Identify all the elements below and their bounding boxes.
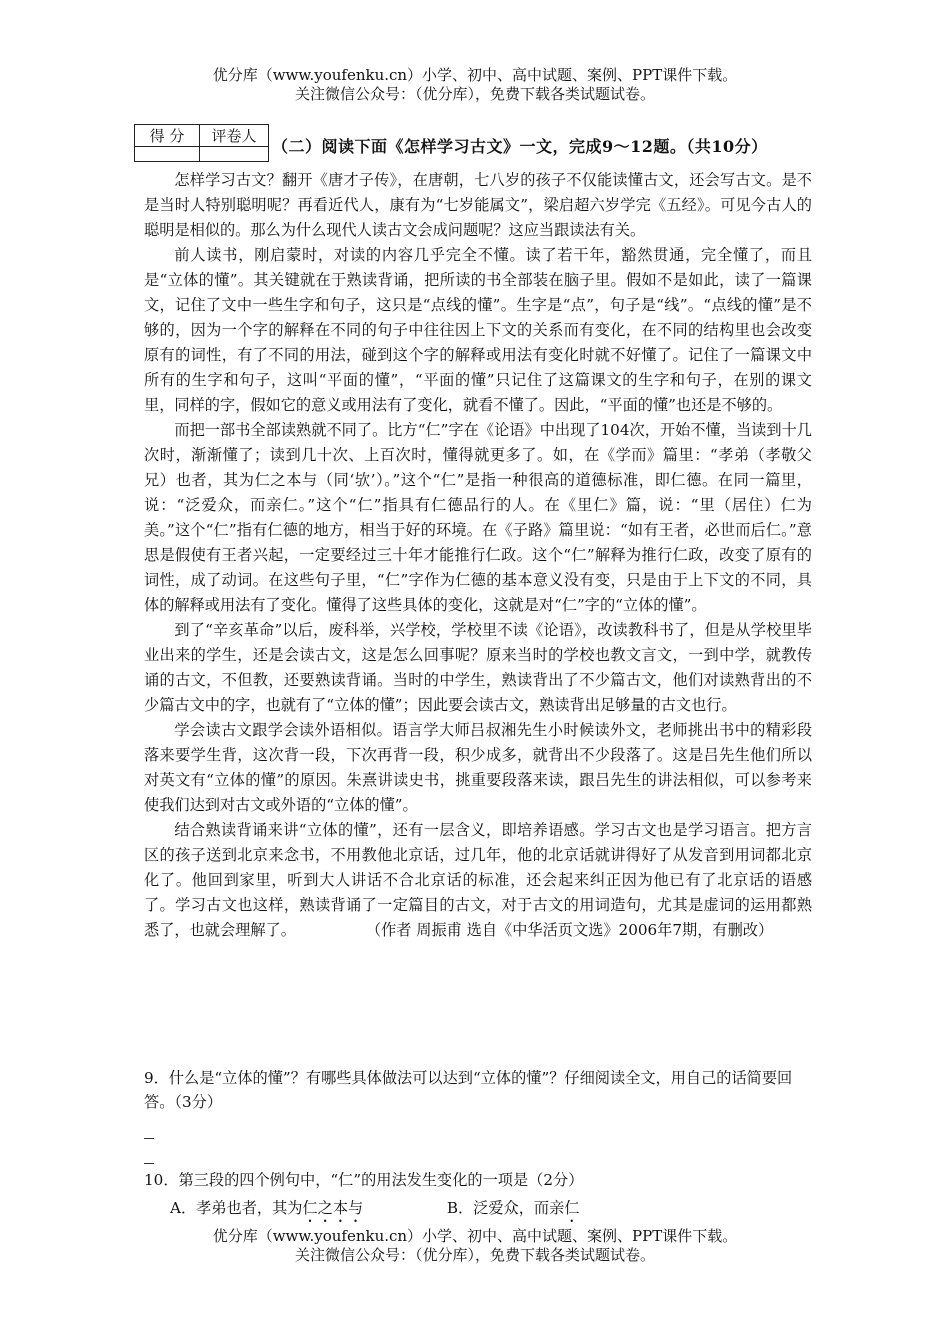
article-byline: （作者 周振甫 选自《中华活页文选》2006年7期，有删改） <box>365 921 774 939</box>
score-table <box>134 124 269 162</box>
article-paragraph-3: 而把一部书全部读熟就不同了。比方“仁”字在《论语》中出现了104次，开始不懂，当读到十几次时，渐渐懂了；读到几十次、上百次时，懂得就更多了。如，在《学而》篇里：“孝弟（孝敬父兄）也者，其为仁之本与（同‘欤’）。”这个“仁”是指一种很高的道德标准，即仁德。在同一篇里，说：“泛爱众，而亲仁。”这个“仁”指具有仁德品行的人。在《里仁》篇，说：“里（居住）仁为美。”这个“仁”指有仁德的地方，相当于好的环境。在《子路》篇里说：“如有王者，必世而后仁。”意思是假使有王者兴起，一定要经过三十年才能推行仁政。这个“仁”解释为推行仁政，改变了原有的词性，成了动词。在这些句子里，“仁”字作为仁德的基本意义没有变，只是由于上下文的不同，具体的解释或用法有了变化。懂得了这些具体的变化，这就是对“仁”字的“立体的懂”。 <box>144 421 812 614</box>
article-paragraph-2: 前人读书，刚启蒙时，对读的内容几乎完全不懂。读了若干年，豁然贯通，完全懂了，而且是“立体的懂”。其关键就在于熟读背诵，把所读的书全部装在脑子里。假如不是如此，读了一篇课文，记住了文中一些生字和句子，这只是“点线的懂”。生字是“点”，句子是“线”。“点线的懂”是不够的，因为一个字的解释在不同的句子中往往因上下文的关系而有变化，在不同的结构里也会改变原有的词性，有了不同的用法，碰到这个字的解释或用法有变化时就不好懂了。记住了一篇课文中所有的生字和句子，这叫“平面的懂”，“平面的懂”只记住了这篇课文的生字和句子，在别的课文里，同样的字，假如它的意义或用法有了变化，就看不懂了。因此，“平面的懂”也还是不够的。 <box>144 246 812 414</box>
footer-line-1: 优分库（www.youfenku.cn）小学、初中、高中试题、案例、PPT课件下载。 <box>212 1227 738 1245</box>
page-footer <box>0 1227 950 1265</box>
score-label: 得 分 <box>135 125 200 147</box>
page-header <box>0 66 950 104</box>
footer-line-2: 关注微信公众号：（优分库），免费下载各类试题试卷。 <box>294 1246 655 1264</box>
option-a-dotted: 仁之本与 <box>302 1199 364 1217</box>
answer-line-2[interactable] <box>144 1153 154 1164</box>
grader-cell[interactable] <box>200 147 269 162</box>
score-cell[interactable] <box>135 147 200 162</box>
questions-section <box>144 1066 812 1226</box>
answer-line-1[interactable] <box>144 1128 154 1139</box>
option-b-prefix: B．泛爱众，而亲 <box>446 1199 565 1217</box>
article-paragraph-4: 到了“辛亥革命”以后，废科举，兴学校，学校里不读《论语》，改读教科书了，但是从学校里毕业出来的学生，还是会读古文，这是怎么回事呢？原来当时的学校也教文言文，一到中学，就教传诵的古文，不但教，还要熟读背诵。当时的中学生，熟读背出了不少篇古文，他们对读熟背出的不少篇古文中的字，也就有了“立体的懂”；因此要会读古文，熟读背出足够量的古文也行。 <box>144 621 812 714</box>
article-paragraph-6-text: 结合熟读背诵来讲“立体的懂”，还有一层含义，即培养语感。学习古文也是学习语言。把方言区的孩子送到北京来念书，不用教他北京话，过几年，他的北京话就讲得好了从发音到用词都北京化了。他回到家里，听到大人讲话不合北京话的标准，还会起来纠正因为他已有了北京话的语感了。学习古文也这样，熟读背诵了一定篇目的古文，对于古文的用词造句，尤其是虚词的运用都熟悉了，也就会理解了。 <box>144 821 812 939</box>
question-9: 9．什么是“立体的懂”？有哪些具体做法可以达到“立体的懂”？仔细阅读全文，用自己的话简要回答。（3分） <box>144 1069 793 1111</box>
article-paragraph-6 <box>144 818 812 943</box>
option-a-prefix: A．孝弟也者，其为 <box>170 1199 303 1217</box>
option-a[interactable] <box>170 1196 442 1226</box>
article-paragraph-5: 学会读古文跟学会读外语相似。语言学大师吕叔湘先生小时候读外文，老师挑出书中的精彩段落来要学生背，这次背一段，下次再背一段，积少成多，就背出不少段落了。这是吕先生他们所以对英文有“立体的懂”的原因。朱熹讲读史书，挑重要段落来读，跟吕先生的讲法相似，可以参考来使我们达到对古文或外语的“立体的懂”。 <box>144 721 812 814</box>
header-line-1: 优分库（www.youfenku.cn）小学、初中、高中试题、案例、PPT课件下载。 <box>212 66 738 84</box>
section-title: （二）阅读下面《怎样学习古文》一文，完成9～12题。（共10分） <box>272 137 768 156</box>
question-10: 10．第三段的四个例句中，“仁”的用法发生变化的一项是（2分） <box>144 1171 584 1189</box>
article-paragraph-1: 怎样学习古文？翻开《唐才子传》，在唐朝，七八岁的孩子不仅能读懂古文，还会写古文。是不是当时人特别聪明呢？再看近代人，康有为“七岁能属文”，梁启超六岁学完《五经》。可见今古人的聪明是相似的。那么为什么现代人读古文会成问题呢？这应当跟读法有关。 <box>144 171 812 239</box>
option-b[interactable] <box>447 1196 580 1226</box>
header-line-2: 关注微信公众号：（优分库），免费下载各类试题试卷。 <box>294 85 655 103</box>
option-b-dotted: 仁 <box>564 1199 580 1217</box>
grader-label: 评卷人 <box>200 125 269 147</box>
article-body <box>144 168 812 943</box>
question-10-options <box>170 1196 812 1226</box>
